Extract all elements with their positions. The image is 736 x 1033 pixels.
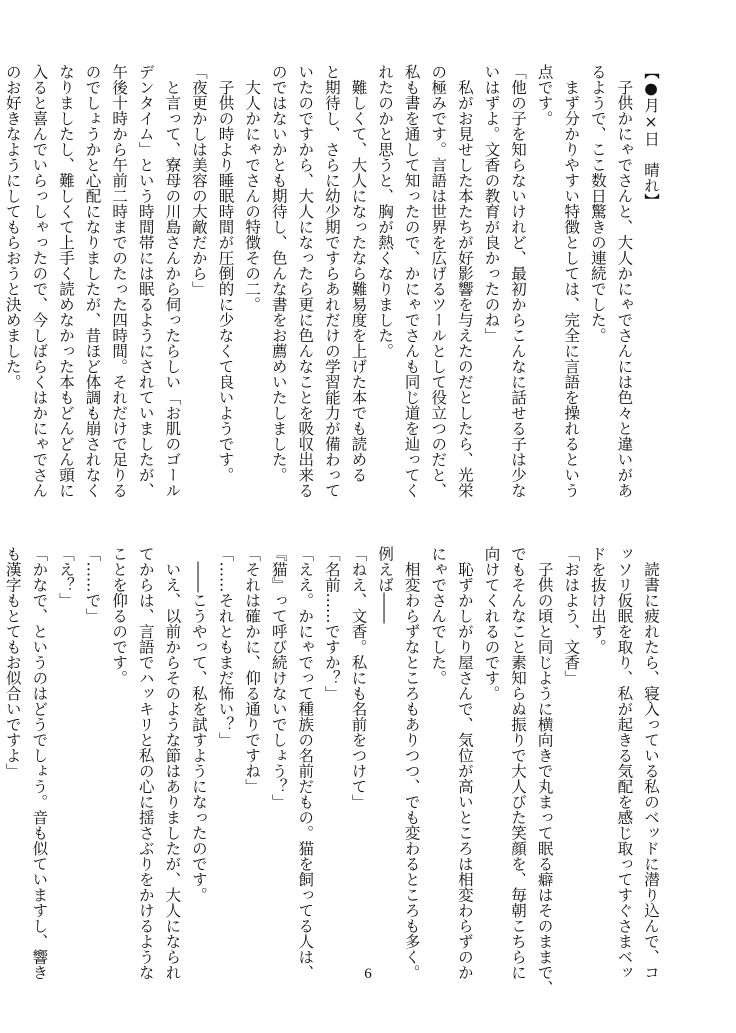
- text-line: 私がお見せした本たちが好影響を与えたのだとしたら、光栄: [455, 64, 474, 498]
- text-line: 「ねえ、文香。私にも名前をつけて」: [349, 546, 368, 810]
- text-line: 「ええ。かにゃでって種族の名前だもの。猫を飼ってる人は、: [296, 546, 315, 980]
- text-line: の極みです。言語は世界を広げるツールとして役立つのだと、: [429, 64, 448, 498]
- text-line: 相変わらずなところもありつつ、でも変わるところも多く。: [402, 546, 421, 980]
- upper-text-block: [3, 64, 664, 534]
- text-line: 大人かにゃでさんの特徴その二。: [243, 64, 262, 312]
- text-line: 読書に疲れたら、寝入っている私のベッドに潜り込んで、コ: [642, 546, 660, 980]
- text-line: ことを仰るのです。: [110, 546, 129, 686]
- text-line: 私も書を通して知ったので、かにゃでさんも同じ道を辿ってく: [402, 64, 421, 498]
- text-line: 「それは確かに、仰る通りですね」: [243, 546, 262, 794]
- text-line: と言って、寮母の川島さんから伺ったらしい「お肌のゴール: [163, 64, 182, 498]
- text-line: でもそんなこと素知らぬ振りで大人びた笑顔を、毎朝こちらに: [509, 546, 528, 980]
- text-line: 「おはよう、文香」: [562, 546, 581, 686]
- text-line: 恥ずかしがり屋さんで、気位が高いところは相変わらずのか: [455, 546, 474, 980]
- text-line: るようで、ここ数日驚きの連続でした。: [588, 64, 607, 343]
- text-line: 「……それともまだ怖い？」: [216, 546, 235, 748]
- text-line: 「夜更かしは美容の大敵だから」: [189, 64, 208, 297]
- text-line: ――こうやって、私を試すようになったのです。: [189, 546, 208, 903]
- text-line: 「他の子を知らないけれど、最初からこんなに話せる子は少な: [509, 64, 528, 498]
- lower-text-block: [3, 546, 664, 996]
- text-line: ドを抜け出す。: [588, 546, 607, 655]
- text-line: 「……で」: [83, 546, 102, 624]
- text-line: まず分かりやすい特徴としては、完全に言語を操れるという: [562, 64, 581, 498]
- text-line: のでしょうかと心配になりましたが、昔ほど体調も崩されなく: [83, 64, 102, 498]
- text-line: 点です。: [535, 64, 554, 126]
- text-line: 難しくて、大人になったなら難易度を上げた本でも読める: [349, 64, 368, 483]
- text-line: 向けてくれるのです。: [482, 546, 501, 701]
- text-line: いたのですから、大人になったら更に色んなことを吸収出来る: [296, 64, 315, 498]
- text-line: のお好きなようにしてもらおうと決めました。: [3, 64, 22, 390]
- text-line: 「かなで、というのはどうでしょう。音も似ていますし、響き: [30, 546, 49, 980]
- text-line: 「名前……ですか？」: [322, 546, 341, 701]
- text-line: いはずよ。文香の教育が良かったのね」: [482, 64, 501, 343]
- text-line: にゃでさんでした。: [429, 546, 448, 686]
- text-line: てからは、言語でハッキリと私の心に揺さぶりをかけるような: [136, 546, 155, 980]
- text-line: 午後十時から午前二時までのたった四時間。それだけで足りる: [110, 64, 129, 498]
- text-line: 子供の頃と同じように横向きで丸まって眠る癖はそのままで、: [535, 546, 554, 996]
- text-line: なりましたし、難しくて上手く読めなかった本もどんどん頭に: [56, 64, 75, 498]
- text-line: 子供の時より睡眠時間が圧倒的に少なくて良いようです。: [216, 64, 235, 483]
- text-line: 「え？」: [56, 546, 75, 608]
- text-line: 【●月×日 晴れ】: [642, 64, 660, 209]
- text-line: ッソリ仮眠を取り、私が起きる気配を感じ取ってすぐさまベッ: [615, 546, 634, 980]
- page-number: 6: [364, 966, 372, 982]
- text-line: 子供かにゃでさんと、大人かにゃでさんには色々と違いがあ: [615, 64, 634, 498]
- text-line: 『猫』って呼び続けないでしょう？」: [269, 546, 288, 810]
- text-line: も漢字もとてもお似合いですよ」: [3, 546, 22, 779]
- text-line: 例えば――: [376, 546, 395, 624]
- text-line: デンタイム」という時間帯には眠るようにされていましたが、: [136, 64, 155, 498]
- text-line: 入ると喜んでいらっしゃったので、今しばらくはかにゃでさん: [30, 64, 49, 498]
- text-line: と期待し、さらに幼少期ですらあれだけの学習能力が備わって: [322, 64, 341, 498]
- text-line: いえ、以前からそのような節はありましたが、大人になられ: [163, 546, 182, 980]
- text-line: のではないかとも期待し、色んな書をお薦めいたしました。: [269, 64, 288, 483]
- text-line: れたのかと思うと、胸が熱くなりました。: [376, 64, 395, 359]
